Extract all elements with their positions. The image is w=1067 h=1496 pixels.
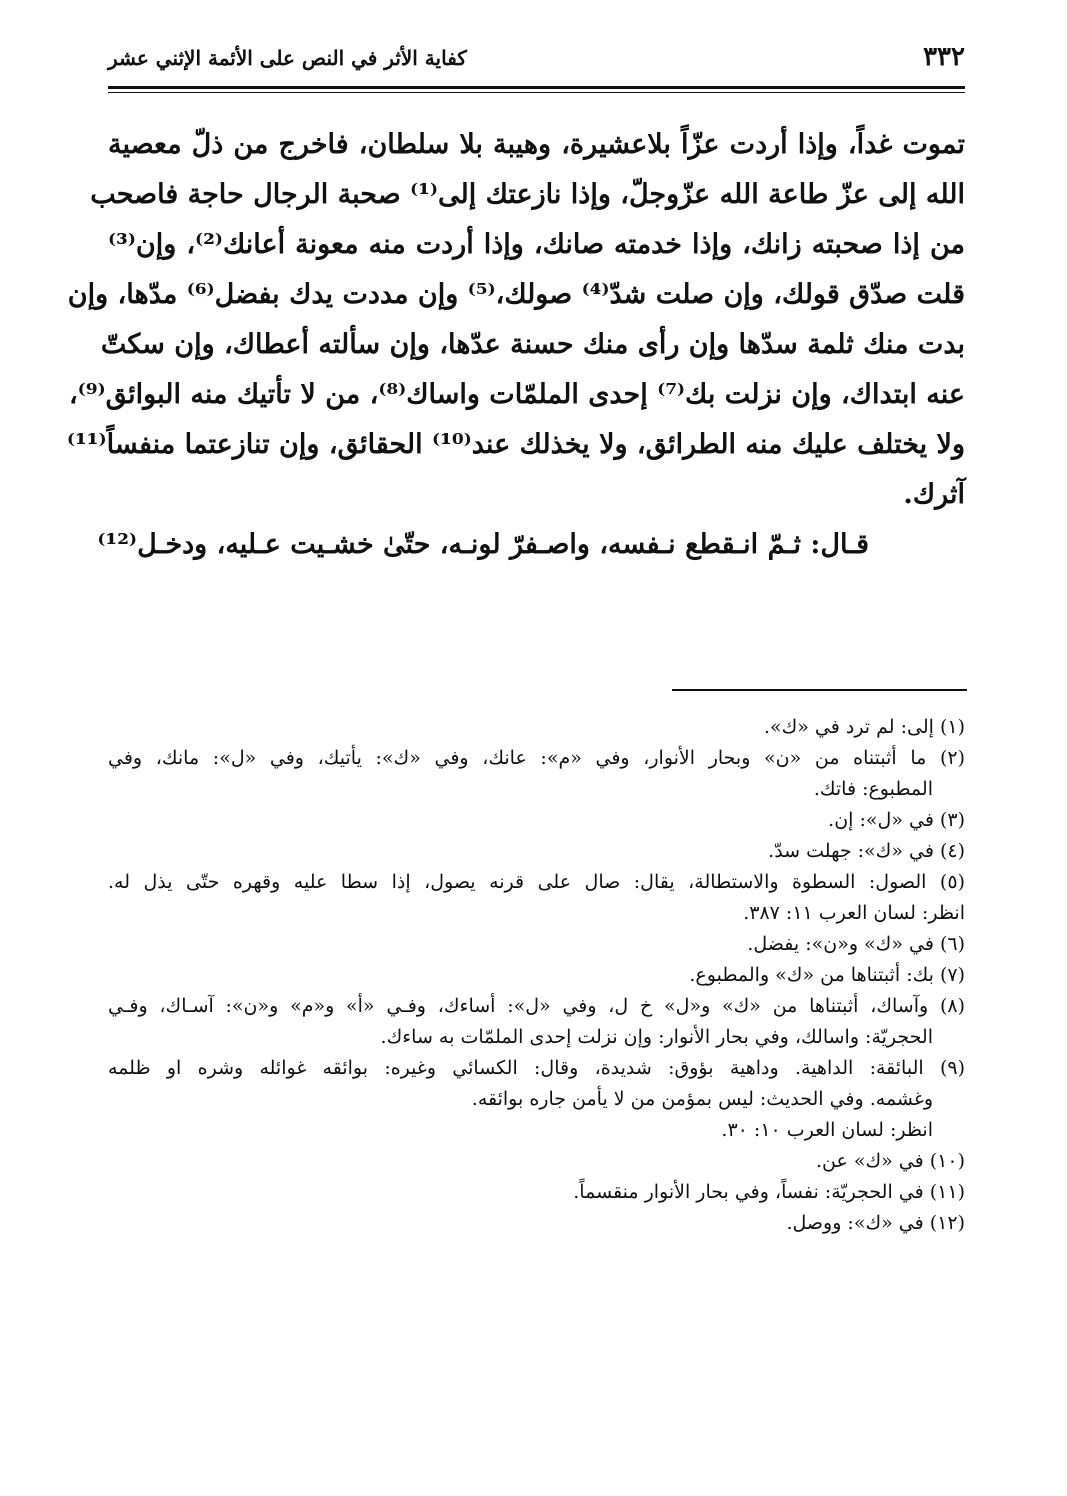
text-line: ولا يختلف عليك منه الطرائق، ولا يخذلك عند⁽¹⁰⁾ الحقائق، وإن تنازعتما منفساً⁽¹¹⁾ [66, 429, 965, 460]
text-line: الله إلى عزّ طاعة الله عزّوجلّ، وإذا نازعتك إلى⁽¹⁾ صحبة الرجال حاجة فاصحب [90, 179, 965, 210]
footnote-line: المطبوع: فاتك. [813, 778, 933, 800]
footnote-line: (١٢) في «ك»: ووصل. [786, 1212, 965, 1234]
footnotes [108, 712, 965, 1239]
footnote-line: (١٠) في «ك» عن. [815, 1150, 965, 1172]
main-text [66, 120, 965, 570]
footnote-line: (٣) في «ل»: إن. [828, 809, 965, 831]
text-line: قلت صدّق قولك، وإن صلت شدّ⁽⁴⁾ صولك،⁽⁵⁾ وإن مددت يدك بفضل⁽⁶⁾ مدّها، وإن [67, 279, 965, 310]
footnote-line: انظر: لسان العرب ١٠: ٣٠. [721, 1119, 933, 1141]
footnote-separator [672, 689, 967, 691]
footnote-line: (٥) الصول: السطوة والاستطالة، يقال: صال على قرنه يصول، إذا سطا عليه وقهره حتّى يذل له. [108, 871, 965, 893]
footnote-line: (١١) في الحجريّة: نفساً، وفي بحار الأنوار منقسماً. [573, 1181, 965, 1203]
text-line: عنه ابتداك، وإن نزلت بك⁽⁷⁾ إحدى الملمّات واساك⁽⁸⁾، من لا تأتيك منه البوائق⁽⁹⁾، [68, 379, 965, 410]
header-rule-thick [108, 86, 965, 89]
text-line: بدت منك ثلمة سدّها وإن رأى منك حسنة عدّها، وإن سألته أعطاك، وإن سكتّ [100, 329, 965, 360]
footnote-line: (٨) وآساك، أثبتناها من «ك» و«ل» خ ل، وفي «ل»: أساءك، وفـي «أ» و«م» و«ن»: آسـاك، وفـي [108, 995, 965, 1017]
text-line: تموت غداً، وإذا أردت عزّاً بلاعشيرة، وهيبة بلا سلطان، فاخرج من ذلّ معصية [108, 129, 965, 160]
footnote-line: (٩) البائقة: الداهية. وداهية بؤوق: شديدة، وقال: الكسائي وغيره: بوائقه غوائله وشره او ظلمه [108, 1057, 965, 1079]
page-header [108, 42, 965, 88]
text-line: آثرك. [903, 479, 965, 510]
footnote-line: وغشمه. وفي الحديث: ليس بمؤمن من لا يأمن جاره بوائقه. [471, 1088, 933, 1110]
text-line: من إذا صحبته زانك، وإذا خدمته صانك، وإذا أردت منه معونة أعانك⁽²⁾، وإن⁽³⁾ [108, 229, 965, 260]
page-number: ٣٣٢ [923, 42, 965, 72]
footnote-line: (٢) ما أثبتناه من «ن» وبحار الأنوار، وفي «م»: عانك، وفي «ك»: يأتيك، وفي «ل»: مانك، وفي [108, 747, 965, 769]
footnote-line: (٤) في «ك»: جهلت سدّ. [768, 840, 965, 862]
footnote-line: (٧) بك: أثبتناها من «ك» والمطبوع. [689, 964, 965, 986]
text-line: قـال: ثـمّ انـقطع نـفسه، واصـفرّ لونـه، حتّىٰ خشـيت عـليه، ودخـل⁽¹²⁾ [97, 529, 869, 560]
footnote-line: (١) إلى: لم ترد في «ك». [763, 716, 965, 738]
header-rule-thin [108, 92, 965, 93]
footnote-line: انظر: لسان العرب ١١: ٣٨٧. [743, 902, 965, 924]
running-title: كفاية الأثر في النص على الأئمة الإثني عشر [108, 46, 467, 70]
footnote-line: الحجريّة: واسالك، وفي بحار الأنوار: وإن نزلت إحدى الملمّات به ساءك. [380, 1026, 933, 1048]
footnote-line: (٦) في «ك» و«ن»: يفضل. [747, 933, 965, 955]
